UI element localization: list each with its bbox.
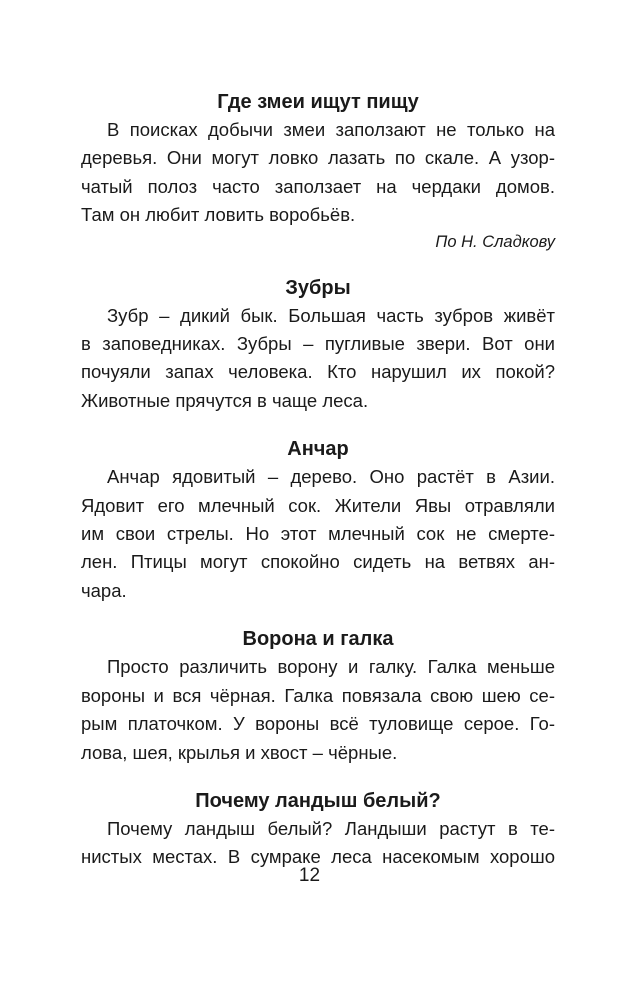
text-line: Зубр – дикий бык. Большая часть зубров живёт bbox=[107, 304, 555, 326]
text-line: вороны и вся чёрная. Галка повязала свою шею се- bbox=[81, 684, 555, 706]
text-line: Ядовит его млечный сок. Жители Явы отравляли bbox=[81, 494, 555, 516]
text-line: деревья. Они могут ловко лазать по скале. А узор- bbox=[81, 147, 555, 169]
story-title: Почему ландыш белый? bbox=[195, 789, 441, 812]
story-author: По Н. Сладкову bbox=[435, 232, 555, 251]
text-line: лен. Птицы могут спокойно сидеть на ветвях ан- bbox=[81, 551, 555, 573]
text-line: чатый полоз часто заползает на чердаки домов. bbox=[81, 175, 555, 197]
text-line: рым платочком. У вороны всё туловище серое. Го- bbox=[81, 713, 555, 735]
text-line: лова, шея, крылья и хвост – чёрные. bbox=[81, 741, 398, 763]
text-line: Животные прячутся в чаще леса. bbox=[81, 389, 369, 411]
text-line: Анчар ядовитый – дерево. Оно растёт в Азии. bbox=[107, 466, 555, 488]
text-line: Там он любит ловить воробьёв. bbox=[81, 204, 356, 226]
text-line: им свои стрелы. Но этот млечный сок не смерте- bbox=[81, 523, 555, 545]
text-line: в заповедниках. Зубры – пугливые звери. Вот они bbox=[81, 333, 555, 355]
story-bison bbox=[81, 274, 555, 416]
book-page bbox=[81, 88, 555, 872]
story-snakes bbox=[81, 88, 555, 254]
text-line: Просто различить ворону и галку. Галка меньше bbox=[107, 656, 555, 678]
text-line: почуяли запах человека. Кто нарушил их покой? bbox=[81, 361, 555, 383]
text-line: нистых местах. В сумраке леса насекомым хорошо bbox=[81, 846, 555, 868]
story-title: Анчар bbox=[287, 438, 349, 461]
story-title: Ворона и галка bbox=[242, 628, 394, 651]
story-anchar bbox=[81, 435, 555, 605]
text-line: В поисках добычи змеи заползают не только на bbox=[107, 119, 555, 140]
text-line: Почему ландыш белый? Ландыши растут в те- bbox=[107, 817, 555, 839]
story-title: Зубры bbox=[285, 276, 351, 299]
story-crow-jackdaw bbox=[81, 625, 555, 767]
story-lily-of-the-valley bbox=[81, 787, 555, 872]
page-number: 12 bbox=[298, 865, 321, 886]
text-line: чара. bbox=[81, 579, 127, 601]
story-title: Где змеи ищут пищу bbox=[217, 91, 419, 113]
